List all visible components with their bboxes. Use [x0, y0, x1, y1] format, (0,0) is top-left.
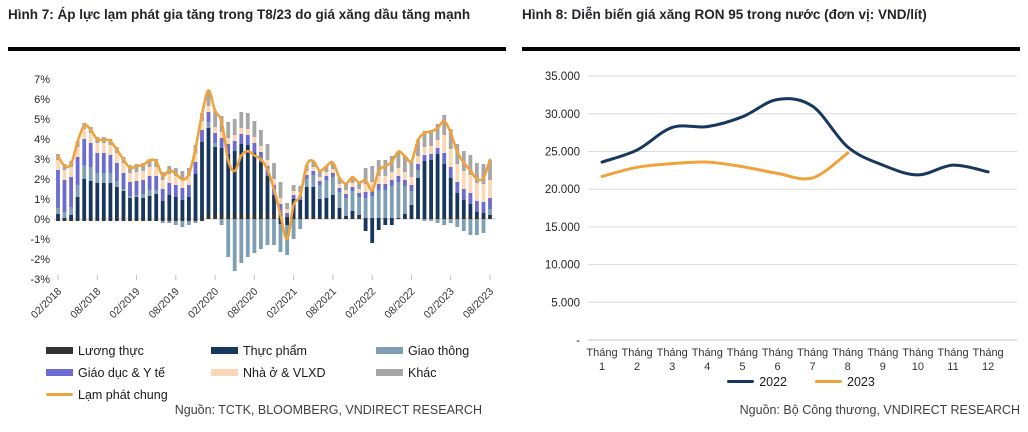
svg-text:Tháng10: Tháng 10: [902, 347, 934, 373]
legend-bar-swatch: [211, 347, 238, 354]
legend-label: Lạm phát chung: [78, 387, 168, 402]
legend-line-swatch: [727, 380, 754, 384]
legend-label: Khác: [408, 365, 437, 380]
legend-item-l-m-ph-t-chung: [46, 386, 211, 403]
svg-text:02/2018: 02/2018: [28, 285, 65, 321]
svg-text:25.000: 25.000: [544, 146, 580, 159]
svg-text:7%: 7%: [34, 74, 50, 86]
svg-text:5.000: 5.000: [551, 297, 580, 310]
svg-text:02/2022: 02/2022: [342, 285, 379, 321]
svg-text:08/2018: 08/2018: [68, 285, 104, 321]
svg-text:Tháng8: Tháng 8: [832, 347, 864, 373]
svg-text:15.000: 15.000: [544, 221, 580, 234]
svg-text:-1%: -1%: [30, 234, 50, 246]
svg-text:-: -: [576, 335, 580, 347]
figure-7-title: Hình 7: Áp lực lạm phát gia tăng trong T8/23 do giá xăng dầu tăng mạnh: [8, 7, 471, 22]
svg-text:Tháng6: Tháng 6: [761, 347, 794, 373]
svg-text:Tháng4: Tháng 4: [691, 347, 723, 373]
legend-item-th-c-ph-m: [211, 342, 376, 359]
legend-label: 2023: [847, 374, 875, 389]
petrol-price-line-chart: [514, 56, 1028, 374]
y-axis-labels: [30, 74, 50, 286]
legend-bar-swatch: [376, 369, 403, 376]
svg-text:02/2023: 02/2023: [421, 285, 457, 321]
legend-bar-swatch: [46, 347, 73, 354]
svg-text:20.000: 20.000: [544, 184, 580, 197]
legend-item-2023: [815, 373, 875, 390]
figure-8-petrol-price: [514, 0, 1028, 432]
svg-text:08/2021: 08/2021: [303, 285, 340, 321]
figure-7-legend: [46, 342, 541, 403]
gridlines: [588, 76, 1017, 340]
legend-label: Thực phẩm: [243, 343, 307, 358]
svg-text:30.000: 30.000: [544, 108, 580, 121]
figure-7-divider: [8, 47, 506, 51]
svg-text:0%: 0%: [34, 214, 50, 226]
x-axis-labels: [586, 347, 1003, 373]
svg-text:-2%: -2%: [30, 254, 50, 266]
svg-text:Tháng7: Tháng 7: [796, 347, 829, 373]
x-axis-labels: [29, 275, 496, 321]
inflation-stacked-bar-chart: [0, 56, 514, 326]
legend-label: 2022: [759, 374, 787, 389]
svg-text:02/2019: 02/2019: [107, 285, 143, 321]
legend-label: Giáo dục & Y tế: [78, 365, 166, 380]
svg-text:08/2020: 08/2020: [225, 285, 261, 321]
figure-8-title: Hình 8: Diễn biến giá xăng RON 95 trong nước (đơn vị: VND/lít): [522, 7, 927, 22]
legend-item-2022: [727, 373, 787, 390]
svg-text:10.000: 10.000: [544, 259, 580, 272]
legend-line-swatch: [815, 380, 842, 384]
legend-label: Giao thông: [408, 343, 470, 358]
figure-7-source: Nguồn: TCTK, BLOOMBERG, VNDIRECT RESEARCH: [174, 403, 482, 417]
svg-text:02/2020: 02/2020: [185, 285, 222, 321]
legend-label: Lương thực: [78, 343, 144, 358]
y-axis-labels: [545, 71, 580, 347]
svg-text:Tháng11: Tháng 11: [937, 347, 969, 373]
svg-text:3%: 3%: [34, 154, 50, 166]
svg-text:08/2023: 08/2023: [460, 285, 497, 321]
svg-text:Tháng12: Tháng 12: [972, 347, 1004, 373]
svg-text:Tháng1: Tháng 1: [586, 347, 618, 373]
svg-text:Tháng9: Tháng 9: [867, 347, 899, 373]
figure-8-legend: [544, 373, 1028, 390]
legend-bar-swatch: [46, 369, 73, 376]
legend-item-nh-vlxd: [211, 364, 376, 381]
svg-text:4%: 4%: [34, 134, 50, 146]
svg-text:Tháng3: Tháng 3: [656, 347, 688, 373]
svg-text:35.000: 35.000: [544, 71, 580, 84]
legend-label: Nhà ở & VLXD: [243, 365, 326, 380]
svg-text:6%: 6%: [34, 94, 50, 106]
price-line-2023: [602, 153, 848, 179]
figure-8-divider: [522, 47, 1020, 51]
svg-text:02/2021: 02/2021: [264, 285, 300, 321]
svg-text:5%: 5%: [34, 114, 50, 126]
svg-text:Tháng2: Tháng 2: [621, 347, 653, 373]
legend-item-l-ng-th-c: [46, 342, 211, 359]
svg-text:2%: 2%: [34, 174, 50, 186]
svg-text:08/2019: 08/2019: [146, 285, 182, 321]
legend-item-gi-o-d-c-y-t-: [46, 364, 211, 381]
legend-line-swatch: [46, 393, 73, 397]
svg-text:Tháng5: Tháng 5: [726, 347, 759, 373]
figure-8-source: Nguồn: Bộ Công thương, VNDIRECT RESEARCH: [739, 403, 1020, 417]
svg-text:1%: 1%: [34, 194, 50, 206]
legend-bar-swatch: [211, 369, 238, 376]
svg-text:-3%: -3%: [30, 274, 50, 286]
svg-text:08/2022: 08/2022: [382, 285, 418, 321]
stacked-bars-group: [56, 90, 492, 271]
legend-bar-swatch: [376, 347, 403, 354]
